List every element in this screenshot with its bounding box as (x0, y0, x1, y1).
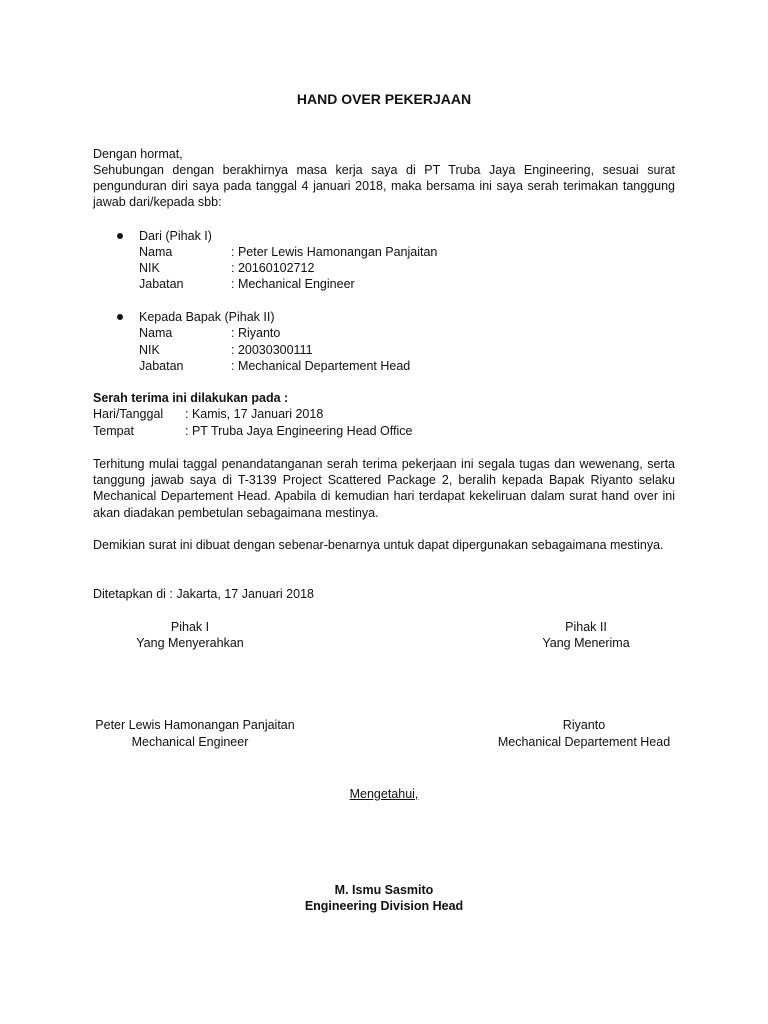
right-signer-name: Riyanto (562, 718, 606, 732)
pihak2-value-nama: : Riyanto (231, 326, 281, 340)
mengetahui-label: Mengetahui, (349, 787, 419, 801)
pihak2-label-jabatan: Jabatan (139, 359, 184, 373)
serah-heading: Serah terima ini dilakukan pada : (93, 391, 289, 405)
pihak1-label-nama: Nama (139, 245, 173, 259)
pihak1-label-jabatan: Jabatan (139, 277, 184, 291)
body-paragraph-1: Terhitung mulai taggal penandatanganan serah terima pekerjaan ini segala tugas dan wewenang, serta tanggung jawab saya di T-3139 Project Scattered Package 2, beralih kepada Bapak Riyanto selaku Mechanical Departement Head. Apabila di kemudian hari terdapat kekeliruan dalam surat hand over ini akan diadakan pembetulan sebagaimana mestinya. (93, 457, 675, 520)
right-signer-sub: Yang Menerima (542, 636, 630, 650)
witness-name: M. Ismu Sasmito (334, 883, 434, 897)
pihak1-heading: Dari (Pihak I) (139, 229, 212, 243)
ditetapkan-line: Ditetapkan di : Jakarta, 17 Januari 2018 (93, 587, 314, 601)
body-paragraph-2: Demikian surat ini dibuat dengan sebenar-benarnya untuk dapat dipergunakan sebagaimana mestinya. (93, 538, 664, 552)
bullet-icon (117, 233, 123, 239)
pihak2-label-nik: NIK (139, 343, 160, 357)
right-signer-title: Mechanical Departement Head (497, 735, 671, 749)
pihak2-value-nik: : 20030300111 (231, 343, 313, 357)
pihak2-label-nama: Nama (139, 326, 173, 340)
document-title: HAND OVER PEKERJAAN (296, 91, 472, 107)
intro-paragraph: Sehubungan dengan berakhirnya masa kerja saya di PT Truba Jaya Engineering, sesuai surat pengunduran diri saya pada tanggal 4 januari 2018, maka bersama ini saya serah terimakan tanggung jawab dari/kepada sbb: (93, 163, 675, 210)
left-signer-name: Peter Lewis Hamonangan Panjaitan (95, 718, 295, 732)
serah-label-tempat: Tempat (93, 424, 134, 438)
left-signer-role: Pihak I (170, 620, 210, 634)
left-signer-title: Mechanical Engineer (131, 735, 249, 749)
pihak2-heading: Kepada Bapak (Pihak II) (139, 310, 275, 324)
bullet-icon (117, 314, 123, 320)
pihak1-value-jabatan: : Mechanical Engineer (231, 277, 355, 291)
serah-value-tempat: : PT Truba Jaya Engineering Head Office (185, 424, 413, 438)
left-signer-sub: Yang Menyerahkan (136, 636, 244, 650)
pihak2-value-jabatan: : Mechanical Departement Head (231, 359, 411, 373)
witness-title: Engineering Division Head (304, 899, 464, 913)
pihak1-value-nama: : Peter Lewis Hamonangan Panjaitan (231, 245, 438, 259)
pihak1-value-nik: : 20160102712 (231, 261, 315, 275)
serah-label-tanggal: Hari/Tanggal (93, 407, 164, 421)
pihak1-label-nik: NIK (139, 261, 160, 275)
greeting: Dengan hormat, (93, 147, 183, 161)
serah-value-tanggal: : Kamis, 17 Januari 2018 (185, 407, 324, 421)
right-signer-role: Pihak II (565, 620, 607, 634)
